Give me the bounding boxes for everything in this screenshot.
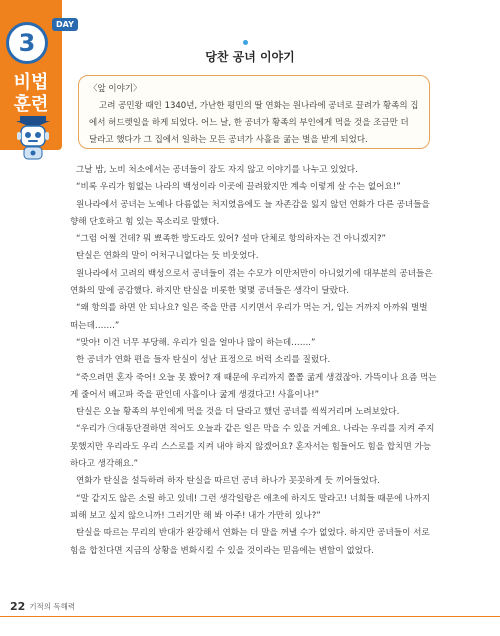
footer-divider <box>0 616 500 617</box>
robot-mascot-icon <box>14 116 52 160</box>
story-paragraph: “그럼 어쩔 건데? 뭐 뾰족한 방도라도 있어? 설마 단체로 항의하자는 건 아니겠지?” <box>76 234 386 245</box>
story-paragraph: “죽으려면 혼자 죽어! 오늘 못 봤어? 재 때문에 우리까지 쫄쫄 굶게 생겼잖아. 가뜩이나 요즘 먹는 게 줄어서 배고파 죽을 판인데 사흘이나 굶게 생겼다고! 사흘이나!” <box>70 372 437 400</box>
previous-story-label: 〈앞 이야기〉 <box>89 84 142 94</box>
story-paragraph: “왜 항의를 하면 안 되나요? 일은 죽을 만큼 시키면서 우리가 먹는 거, 입는 거까지 아까워 벌벌 떠는데…….” <box>70 303 428 331</box>
previous-story-box <box>78 75 430 149</box>
story-paragraph: “말 같지도 않은 소릴 하고 있네! 그런 생각일랑은 애초에 하지도 말라고! 너희들 때문에 나까지 피해 보고 싶지 않으니까! 그러기만 해 봐 아주! 내가 가만히 있나?” <box>70 493 431 521</box>
day-side-tab <box>0 0 74 150</box>
day-number: 3 <box>18 29 36 57</box>
story-paragraph: 원나라에서 고려의 백성으로서 공녀들이 겪는 수모가 이만저만이 아니었기에 대부분의 공녀들은 연화의 말에 공감했다. 하지만 탄실을 비롯한 몇몇 공녀들은 생각이 달랐다. <box>70 268 433 297</box>
story-paragraph: 연화가 탄실을 설득하려 하자 탄실을 따르던 공녀 하나가 꼿꼿하게 듯 끼어들었다. <box>76 476 381 487</box>
story-paragraph: 탄실은 오늘 황족의 부인에게 먹을 것을 더 달라고 했던 공녀를 씩씩거리며 노려보았다. <box>76 407 400 418</box>
previous-story-text: 고려 공민왕 때인 1340년, 가난한 평민의 딸 연화는 원나라에 공녀로 끌려가 황족의 집에서 허드렛일을 하게 되었다. 어느 날, 한 공녀가 황족의 부인에게 먹을 것을 조금만 더 달라고 했다가 그 집에서 일하는 모든 공녀가 사흘을 굶는 벌을 받게 되었다. <box>89 101 419 145</box>
page-number: 22 <box>10 599 26 613</box>
story-paragraph: 탄실을 따르는 무리의 반대가 완강해서 연화는 더 말을 꺼낼 수가 없었다. 하지만 공녀들이 서로 힘을 합친다면 지금의 상황을 변화시킬 수 있을 것이라는 믿음에는 변함이 없었다. <box>70 528 430 556</box>
section-title-line1: 비법 <box>13 72 49 93</box>
page-title: 당찬 공녀 이야기 <box>205 50 295 64</box>
book-title: 기적의 독해력 <box>29 601 76 611</box>
story-paragraph: 그날 밤, 노비 처소에서는 공녀들이 잠도 자지 않고 이야기를 나누고 있었다. <box>76 165 358 175</box>
story-paragraph: “비록 우리가 힘없는 나라의 백성이라 이곳에 끌려왔지만 계속 이렇게 살 수는 없어요!” <box>76 182 401 193</box>
story-paragraph: 원나라에서 공녀는 노예나 다름없는 처지였음에도 늘 자존감을 잃지 않던 연화가 다른 공녀들을 향해 단호하고 힘 있는 목소리로 말했다. <box>70 199 430 227</box>
title-dot <box>243 40 248 45</box>
day-label: DAY <box>52 18 78 31</box>
story-paragraph: 탄실은 연화의 말이 어처구니없다는 듯 비웃었다. <box>76 251 259 262</box>
story-paragraph: “우리가 ㉠대동단결하면 적어도 오늘과 같은 일은 막을 수 있을 거예요. 나라는 우리를 지켜 주지 못했지만 우리라도 우리 스스로를 지켜 내야 하지 않겠어요? 혼자서는 힘들어도 힘을 합치면 가능하다고 생각해요.” <box>70 424 435 470</box>
story-body <box>70 162 438 560</box>
section-title <box>0 72 62 116</box>
story-paragraph: “맞아! 이건 너무 부당해. 우리가 일을 얼마나 많이 하는데…….” <box>76 337 316 348</box>
story-paragraph: 한 공녀가 연화 편을 들자 탄실이 성난 표정으로 버럭 소리를 질렀다. <box>76 355 331 366</box>
page-footer <box>10 598 75 614</box>
section-title-line2: 훈련 <box>13 94 49 115</box>
